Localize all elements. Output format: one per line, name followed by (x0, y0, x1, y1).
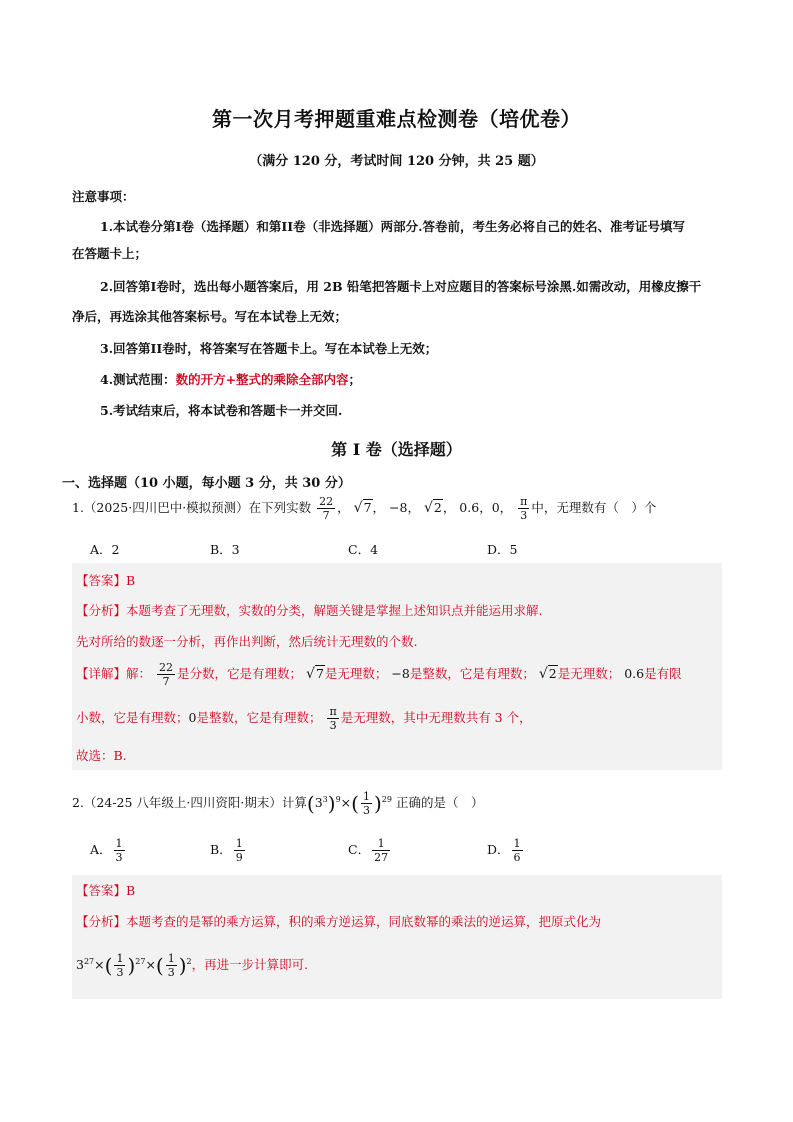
q1-detail-e: 是无理数； (557, 666, 621, 681)
q2-fraction-1-3 (361, 790, 372, 817)
q1-v06: 0.6 (459, 500, 480, 515)
note-2-line-1: 2.回答第I卷时，选出每小题答案后，用 2B 铅笔把答题卡上对应题目的答案标号涂黑.如需改动，用橡皮擦干 (100, 279, 702, 294)
q1-detail-sqrt7: √7 (306, 666, 324, 682)
q2-opt-d-den: 6 (513, 851, 521, 864)
q2-option-a-letter: A． (90, 842, 112, 857)
q2-inner-exp: 3 (322, 794, 328, 804)
note-3 (72, 335, 762, 362)
note-3-text: 3.回答第II卷时，将答案写在答题卡上。写在本试卷上无效； (100, 341, 438, 356)
q2-expr-f1-num: 1 (116, 952, 124, 965)
q1-suffix: 中，无理数有（ ）个 (531, 500, 657, 515)
note-4-suffix: ； (348, 372, 362, 387)
page-subtitle: （满分 120 分，考试时间 120 分钟，共 25 题） (249, 154, 544, 169)
q2-option-c-letter: C． (348, 842, 371, 857)
q1-analysis-2: 先对所给的数逐一分析，再作出判断，然后统计无理数的个数. (76, 634, 418, 649)
q1-d-pi-num: π (329, 705, 337, 718)
q2-expr-frac-1 (114, 952, 125, 979)
q2-opt-b-den: 9 (235, 851, 243, 864)
q1-detail-d: 是整数，它是有理数； (409, 666, 535, 681)
q2-analysis (76, 912, 601, 930)
q2-outer-exp: 9 (335, 794, 341, 804)
q2-frac-num: 1 (362, 790, 370, 803)
q1-analysis-tag: 【分析】 (76, 603, 127, 618)
q2-expr-f2-den: 3 (167, 966, 175, 979)
q1-detail-c: 是无理数； (324, 666, 388, 681)
q2-expr-exp1: 27 (83, 956, 95, 966)
q2-option-b-letter: B． (210, 842, 232, 857)
question-2: 2.（24-25 八年级上·四川资阳·期末）计算$(3^3)^9\times$( $\frac{1}{3}$ )$^{29}$ 正确的是（ ） (72, 790, 484, 817)
q1-answer-tag: 【答案】 (76, 573, 127, 588)
q2-frac-den: 3 (362, 804, 370, 817)
q2-opt-b-num: 1 (235, 837, 243, 850)
q2-opt-a-num: 1 (115, 837, 123, 850)
note-5 (72, 397, 762, 424)
q2-suffix: 正确的是（ ） (395, 795, 484, 810)
q1-sqrt-7: √7 (353, 500, 372, 516)
q2-answer-value: B (126, 883, 136, 898)
q1-detail-i: 0 (188, 710, 197, 725)
q1-pi-num: π (520, 495, 528, 508)
q1-d-pi-den: 3 (329, 719, 337, 732)
q2-expr-times-1: × (94, 957, 105, 972)
note-4-scope: 数的开方+整式的乘除全部内容 (175, 372, 349, 387)
q1-answer-box (72, 563, 722, 770)
q1-answer-value: B (126, 573, 136, 588)
note-4-prefix: 4.测试范围： (100, 372, 176, 387)
q1-detail-frac-22-7 (157, 661, 175, 688)
q2-option-b (210, 837, 247, 864)
q1-option-b: B．3 (210, 542, 240, 557)
q1-option-d: D．5 (487, 542, 518, 557)
q1-neg8: −8 (389, 500, 408, 515)
q2-exp-29: 29 (381, 794, 392, 804)
q2-opt-c-num: 1 (372, 837, 390, 851)
q1-sqrt7-val: 7 (363, 500, 372, 515)
q2-opt-a-den: 3 (115, 851, 123, 864)
q1-fraction-pi-3 (518, 495, 529, 522)
q2-answer-tag: 【答案】 (76, 883, 127, 898)
q2-opt-c-den: 27 (374, 851, 389, 864)
q2-expr-f1-den: 3 (116, 966, 124, 979)
q1-option-c: C．4 (348, 542, 379, 557)
q1-final: 故选：B. (76, 748, 127, 763)
q1-analysis (76, 601, 543, 619)
q2-expr-f2-num: 1 (167, 952, 175, 965)
q1-detail-tag: 【详解】 (76, 666, 127, 681)
q1-detail-k: 是无理数，其中无理数共有 3 个， (340, 710, 532, 725)
question-1: 1.（2025·四川巴中·模拟预测）在下列实数 $\frac{22}{7}$ ， √7， −8， √2， 0.6，0， $\frac{\pi}{3}$ 中，无理数有（ ）个 (72, 495, 657, 522)
q2-expr-times-2: × (145, 957, 156, 972)
note-1 (72, 213, 762, 240)
q2-option-d-letter: D． (487, 842, 510, 857)
q1-detail-f: 0.6 (624, 666, 645, 681)
q1-detail-cont (76, 705, 532, 732)
page-title: 第一次月考押题重难点检测卷（培优卷） (212, 107, 581, 131)
q2-answer (76, 881, 135, 899)
q1-d-sqrt7-val: 7 (315, 666, 324, 681)
q1-detail-h: 小数，它是有理数； (76, 710, 189, 725)
q2-times: × (340, 795, 352, 810)
q2-base: 3 (314, 795, 323, 810)
q1-d-f1-num: 22 (159, 661, 174, 674)
q1-fraction-22-7 (317, 495, 335, 522)
q1-d-f1-den: 7 (162, 675, 170, 688)
q2-expr-frac-2 (166, 952, 177, 979)
q1-sqrt2-val: 2 (433, 500, 442, 515)
q2-prefix: 2.（24-25 八年级上·四川资阳·期末）计算 (72, 795, 307, 810)
q1-detail-j: 是整数，它是有理数； (196, 710, 322, 725)
q2-analysis-2: ，再进一步计算即可. (191, 957, 309, 972)
q2-option-c (348, 837, 392, 864)
q1-sqrt-2: √2 (423, 500, 442, 516)
q2-expr-base: 3 (76, 957, 84, 972)
q1-detail-sqrt2: √2 (538, 666, 557, 682)
note-5-text: 5.考试结束后，将本试卷和答题卡一并交回. (100, 403, 343, 418)
note-2-cont: 净后，再选涂其他答案标号。写在本试卷上无效； (72, 309, 348, 324)
q1-detail (76, 661, 682, 688)
q2-expr-exp3: 2 (186, 956, 192, 966)
q2-opt-d-num: 1 (513, 837, 521, 850)
note-4 (72, 366, 762, 393)
q2-expr-exp2: 27 (135, 956, 146, 966)
q2-answer-box (72, 875, 722, 999)
q1-pi-den: 3 (520, 509, 528, 522)
q1-f1-num: 22 (319, 495, 334, 508)
q1-d-sqrt2-val: 2 (548, 666, 557, 681)
notes-heading: 注意事项： (72, 189, 135, 204)
note-1-cont: 在答题卡上； (72, 246, 148, 261)
q1-detail-b: 是分数，它是有理数； (177, 666, 303, 681)
q1-answer (76, 571, 135, 589)
part-title: 一、选择题（10 小题，每小题 3 分，共 30 分） (62, 476, 351, 491)
q2-analysis-tag: 【分析】 (76, 914, 127, 929)
note-2 (72, 273, 762, 300)
q1-option-a: A．2 (90, 542, 120, 557)
q2-option-d (487, 837, 525, 864)
section-title: 第 I 卷（选择题） (331, 440, 462, 459)
q2-option-a (90, 837, 127, 864)
q1-detail-a: 解： (126, 666, 152, 681)
q1-analysis-1: 本题考查了无理数，实数的分类，解题关键是掌握上述知识点并能运用求解. (126, 603, 543, 618)
q2-analysis-1: 本题考查的是幂的乘方运算，积的乘方逆运算，同底数幂的乘法的逆运算，把原式化为 (126, 914, 602, 929)
note-1-line-1: 1.本试卷分第I卷（选择题）和第II卷（非选择题）两部分.答卷前，考生务必将自己的姓名、准考证号填写 (100, 219, 685, 234)
q1-detail-frac-pi-3 (327, 705, 338, 732)
q1-f1-den: 7 (322, 509, 330, 522)
q1-detail-g: 是有限 (644, 666, 682, 681)
q2-analysis-expr: $3^{27}\times$( $\frac{1}{3}$ )$^{27}$×( $\frac{1}{3}$ )$^2$，再进一步计算即可. (76, 952, 309, 979)
q1-prefix: 1.（2025·四川巴中·模拟预测）在下列实数 (72, 500, 312, 515)
q1-v0: 0 (491, 500, 500, 515)
q1-detail-neg8: −8 (391, 666, 410, 681)
